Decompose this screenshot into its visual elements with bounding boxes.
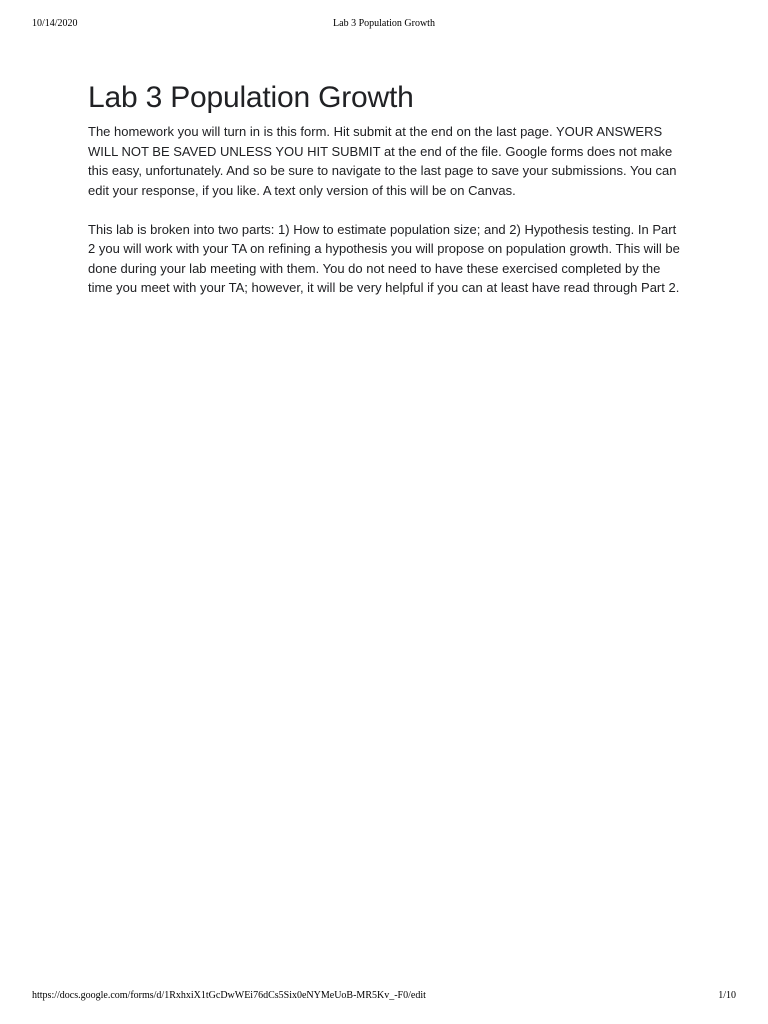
print-footer <box>32 990 736 1004</box>
print-header-title: Lab 3 Population Growth <box>333 18 435 29</box>
print-url: https://docs.google.com/forms/d/1RxhxiX1tGcDwWEi76dCs5Six0eNYMeUoB-MR5Kv_-F0/edit <box>32 990 426 1001</box>
description-paragraph: This lab is broken into two parts: 1) How to estimate population size; and 2) Hypothesis testing. In Part 2 you will work with your TA on refining a hypothesis you will propose on population growth. This will be done during your lab meeting with them. You do not need to have these exercised completed by the time you meet with your TA; however, it will be very helpful if you can at least have read through Part 2. <box>88 221 680 295</box>
form-content <box>88 78 680 298</box>
form-title: Lab 3 Population Growth <box>88 81 414 114</box>
form-description <box>88 122 680 298</box>
description-paragraph: The homework you will turn in is this form. Hit submit at the end on the last page. YOUR ANSWERS WILL NOT BE SAVED UNLESS YOU HIT SUBMIT at the end of the file. Google forms does not make this easy, unfortunately. And so be sure to navigate to the last page to save your submissions. You can edit your response, if you like. A text only version of this will be on Canvas. <box>88 124 677 198</box>
page-number: 1/10 <box>718 990 736 1001</box>
print-header <box>32 18 736 32</box>
print-date: 10/14/2020 <box>32 18 78 29</box>
